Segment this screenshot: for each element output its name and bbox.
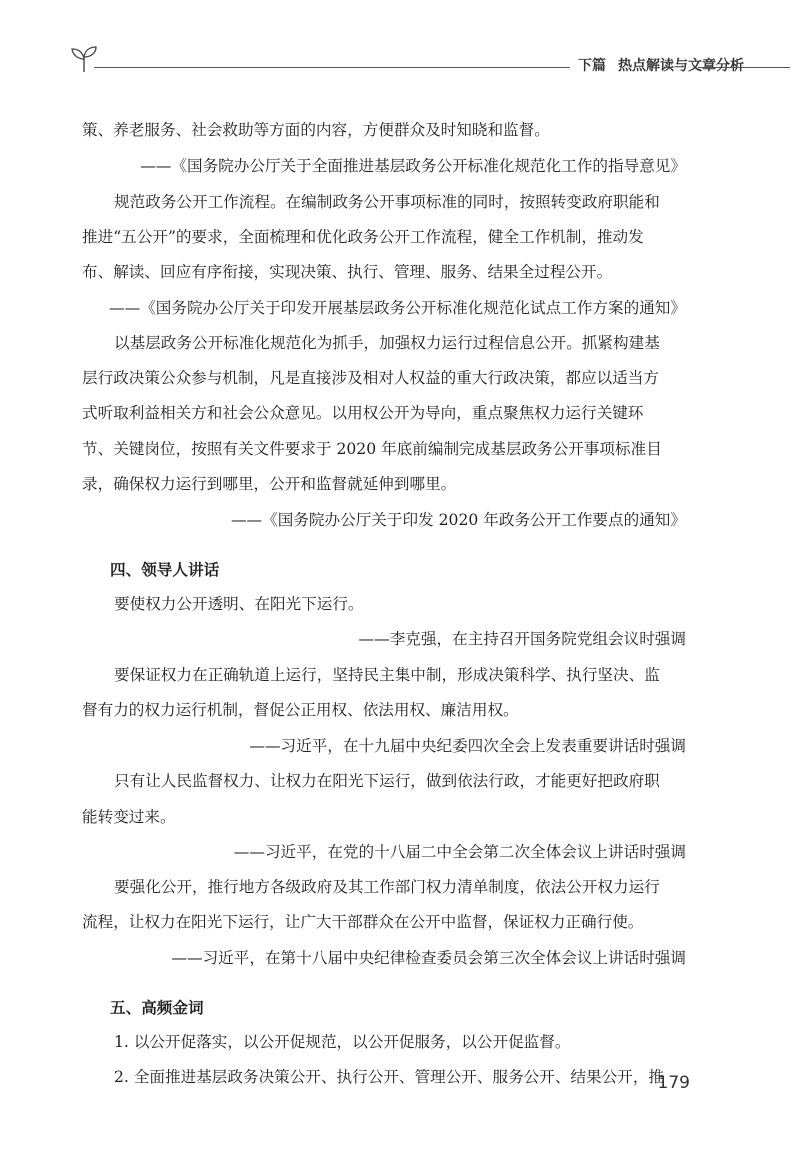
list-item: 2. 全面推进基层政务决策公开、执行公开、管理公开、服务公开、结果公开，推 (114, 1068, 665, 1086)
citation-line: ——《国务院办公厅关于印发 2020 年政务公开工作要点的通知》 (230, 511, 686, 529)
body-line: 布、解读、回应有序衔接，实现决策、执行、管理、服务、结果全过程公开。 (82, 263, 613, 281)
body-line: 能转变过来。 (82, 808, 176, 826)
body-line: 录，确保权力运行到哪里，公开和监督就延伸到哪里。 (82, 475, 457, 493)
citation-line: ——习近平，在党的十八届二中全会第二次全体会议上讲话时强调 (233, 843, 686, 861)
citation-line: ——李克强，在主持召开国务院党组会议时强调 (358, 630, 686, 648)
body-line: 流程，让权力在阳光下运行，让广大干部群众在公开中监督，保证权力正确行使。 (82, 913, 644, 931)
header-rule-right (698, 67, 790, 68)
body-line: 要强化公开，推行地方各级政府及其工作部门权力清单制度，依法公开权力运行 (114, 878, 660, 896)
body-line: 节、关键岗位，按照有关文件要求于 2020 年底前编制完成基层政务公开事项标准目 (82, 440, 662, 458)
citation-line: ——习近平，在十九届中央纪委四次全会上发表重要讲话时强调 (249, 737, 686, 755)
page-number: 179 (657, 1073, 690, 1093)
running-header (70, 40, 790, 80)
section-heading: 四、领导人讲话 (110, 561, 220, 579)
header-section-title: 热点解读与文章分析 (618, 58, 744, 74)
body-line: 要保证权力在正确轨道上运行，坚持民主集中制，形成决策科学、执行坚决、监 (114, 666, 660, 684)
header-part: 下篇 (578, 58, 606, 74)
section-heading: 五、高频金词 (110, 999, 204, 1017)
body-line: 策、养老服务、社会救助等方面的内容，方便群众及时知晓和监督。 (82, 121, 550, 139)
body-line: 规范政务公开工作流程。在编制政务公开事项标准的同时，按照转变政府职能和 (114, 193, 660, 211)
body-line: 要使权力公开透明、在阳光下运行。 (114, 595, 364, 613)
citation-line: ——《国务院办公厅关于全面推进基层政务公开标准化规范化工作的指导意见》 (140, 157, 686, 175)
sprout-icon (70, 44, 98, 74)
body-line: 督有力的权力运行机制，督促公正用权、依法用权、廉洁用权。 (82, 701, 519, 719)
header-rule-left (94, 67, 570, 68)
body-line: 式听取利益相关方和社会公众意见。以用权公开为导向，重点聚焦权力运行关键环 (82, 404, 644, 422)
citation-line: ——习近平，在第十八届中央纪律检查委员会第三次全体会议上讲话时强调 (171, 949, 686, 967)
header-title (578, 55, 744, 75)
citation-line: ——《国务院办公厅关于印发开展基层政务公开标准化规范化试点工作方案的通知》 (109, 299, 686, 317)
body-line: 以基层政务公开标准化规范化为抓手，加强权力运行过程信息公开。抓紧构建基 (114, 334, 660, 352)
list-item: 1. 以公开促落实，以公开促规范，以公开促服务，以公开促监督。 (114, 1033, 571, 1051)
body-line: 只有让人民监督权力、让权力在阳光下运行，做到依法行政，才能更好把政府职 (114, 772, 660, 790)
body-line: 推进“五公开”的要求，全面梳理和优化政务公开工作流程，健全工作机制，推动发 (82, 228, 644, 246)
body-line: 层行政决策公众参与机制，凡是直接涉及相对人权益的重大行政决策，都应以适当方 (82, 369, 659, 387)
